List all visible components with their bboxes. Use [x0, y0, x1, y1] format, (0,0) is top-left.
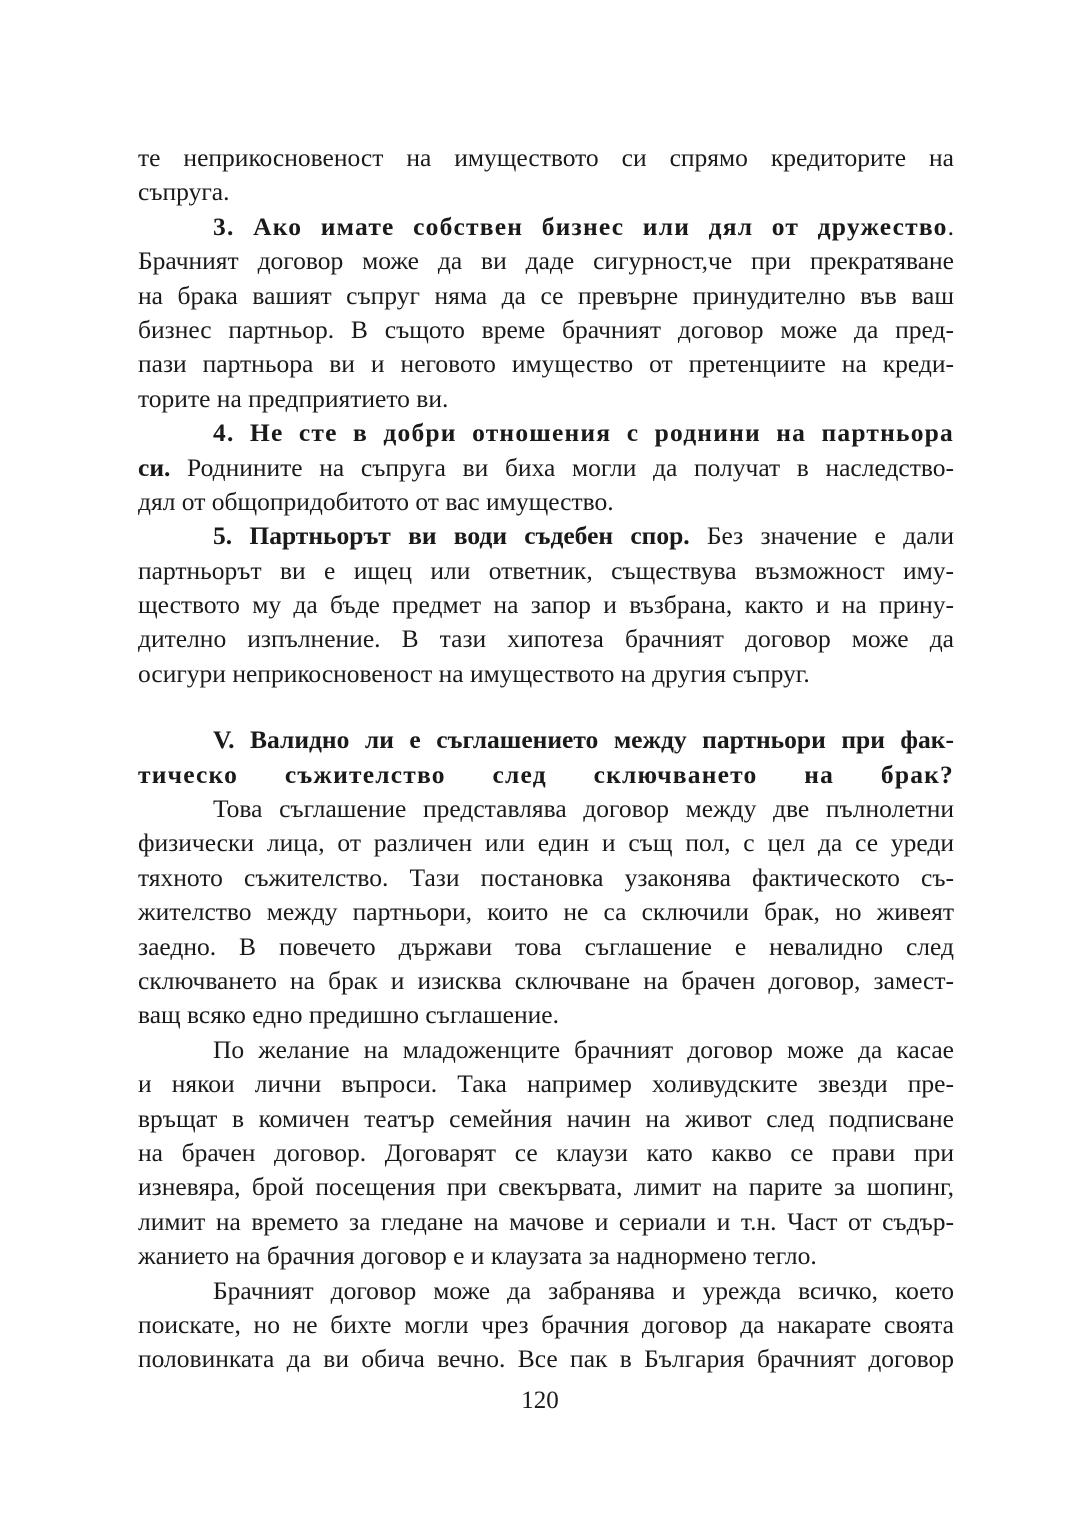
- text-line: торите на предприятието ви.: [138, 383, 449, 413]
- text-line: По желание на младоженците брачният договор може да касае: [213, 1034, 954, 1064]
- text-line: и някои лични въпроси. Така например холивудските звезди пре-: [138, 1069, 954, 1099]
- item-3-heading-end: .: [947, 211, 954, 241]
- text-line: съпруга.: [138, 177, 230, 207]
- text-line: половинката да ви обича вечно. Все пак в България брачният договор: [138, 1344, 954, 1374]
- text-line: жанието на брачния договор е и клаузата за наднормено тегло.: [138, 1241, 817, 1271]
- text-line: [138, 210, 954, 244]
- text-line: връщат в комичен театър семейния начин на живот след подписване: [138, 1103, 954, 1133]
- text-line: бизнес партньор. В същото време брачният договор може да пред-: [138, 314, 954, 344]
- text-line: на брака вашият съпруг няма да се превърне принудително във ваш: [138, 280, 954, 310]
- text-line: дително изпълнение. В тази хипотеза брачният договор може да: [138, 624, 954, 654]
- section-heading: [138, 723, 954, 792]
- text-line: те неприкосновеност на имуществото си спрямо кредиторите на: [138, 143, 954, 172]
- item-3-heading: 3. Ако имате собствен бизнес или дял от дружество: [213, 211, 948, 241]
- section-paragraph-2: [138, 1033, 954, 1274]
- section-title-line-1: V. Валидно ли е съглашението между партньори при фак-: [213, 725, 954, 755]
- text-line: сключването на брак и изисква сключване на брачен договор, замест-: [138, 965, 954, 995]
- section-paragraph-3: [138, 1274, 954, 1377]
- text-line: физически лица, от различен или един и същ пол, с цел да се уреди: [138, 828, 954, 858]
- text-line: ществото му да бъде предмет на запор и възбрана, както и на прину-: [138, 590, 954, 620]
- list-item-3: [138, 210, 954, 416]
- section-title-line-2: тическо съжителство след сключването на брак?: [138, 759, 954, 789]
- document-page: [138, 141, 954, 1377]
- text-line: Това съглашение представлява договор между две пълнолетни: [213, 794, 954, 824]
- text-line: осигури неприкосновеност на имуществото на другия съпруг.: [138, 658, 810, 688]
- section-paragraph-1: [138, 792, 954, 1033]
- text-line: лимит на времето за гледане на мачове и сериали и т.н. Част от съдър-: [138, 1206, 954, 1236]
- text-line: пази партньора ви и неговото имущество от претенциите на креди-: [138, 349, 954, 379]
- text-line: дял от общопридобитото от вас имущество.: [138, 486, 614, 516]
- text-line: партньорът ви е ищец или ответник, съществува възможност иму-: [138, 555, 954, 585]
- text-line: Брачният договор може да забранява и урежда всичко, което: [213, 1275, 954, 1305]
- text-line: на брачен договор. Договарят се клаузи като какво се прави при: [138, 1137, 954, 1167]
- text-line: поискате, но не бихте могли чрез брачния договор да накарате своята: [138, 1309, 954, 1339]
- page-number: 120: [521, 1387, 559, 1414]
- text-line: [138, 519, 954, 553]
- item-5-heading: 5. Партньорът ви води съдебен спор.: [213, 521, 690, 551]
- list-item-5: [138, 519, 954, 691]
- paragraph-continuation: [138, 141, 954, 210]
- text-line: Брачният договор може да ви даде сигурност,че при прекратяване: [138, 246, 954, 276]
- text-line: заедно. В повечето държави това съглашение е невалидно след: [138, 931, 954, 961]
- text-line: ващ всяко едно предишно съглашение.: [138, 1000, 559, 1030]
- item-5-text: Без значение е дали: [689, 521, 954, 551]
- text-line: жителство между партньори, които не са сключили брак, но живеят: [138, 897, 954, 927]
- item-4-heading-end: си.: [138, 452, 171, 482]
- text-line: изневяра, брой посещения при свекървата, лимит на парите за шопинг,: [138, 1172, 954, 1202]
- list-item-4: [138, 416, 954, 519]
- item-4-heading: 4. Не сте в добри отношения с роднини на партньора: [213, 418, 954, 448]
- item-4-text: Роднините на съпруга ви биха могли да получат в наследство-: [170, 452, 954, 482]
- text-line: [138, 451, 954, 485]
- section-gap: [138, 691, 954, 723]
- text-line: тяхното съжителство. Тази постановка узаконява фактическото съ-: [138, 862, 954, 892]
